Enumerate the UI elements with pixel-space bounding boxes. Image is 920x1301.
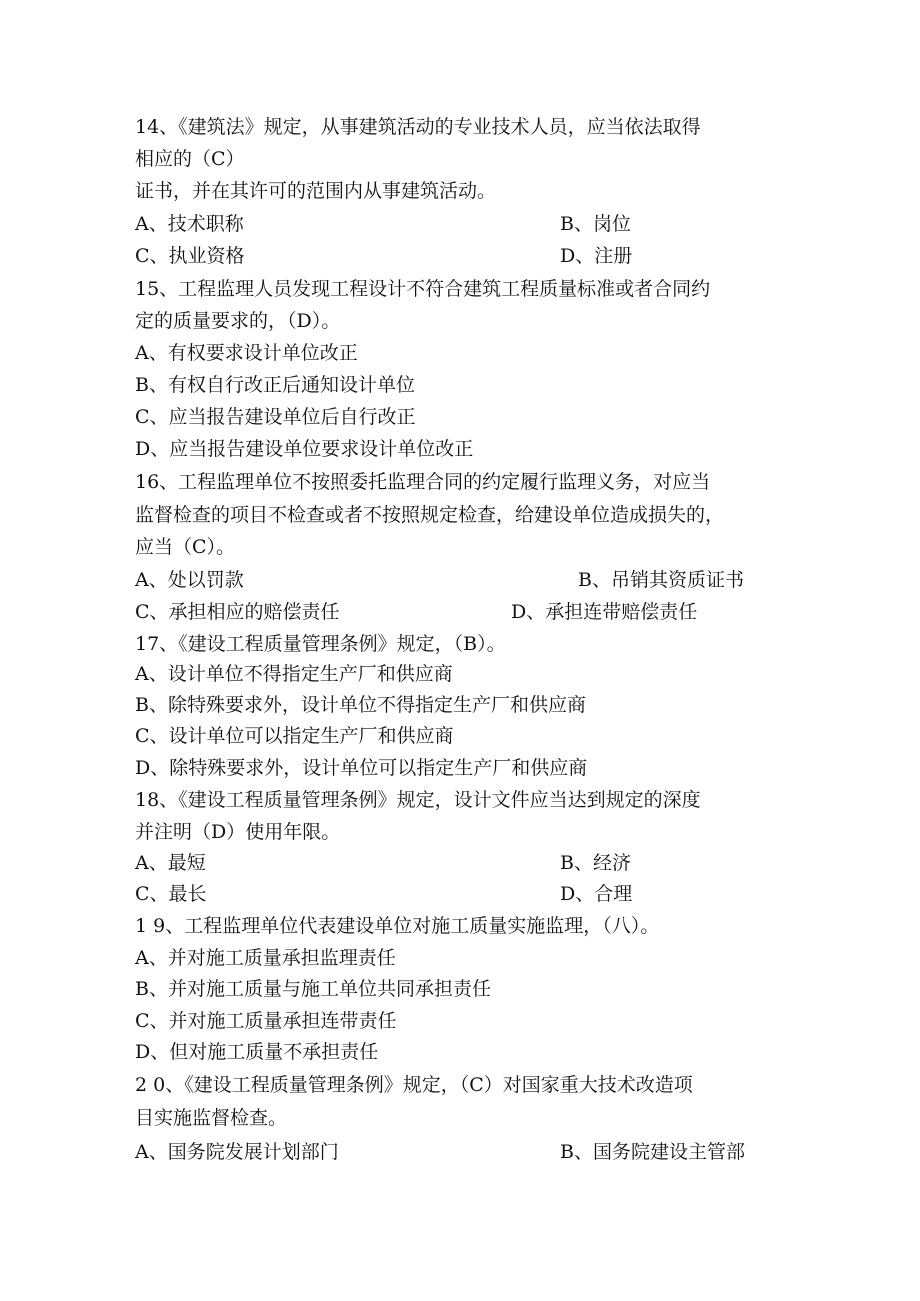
question-16-option-b: B、吊销其资质证书 [578, 569, 744, 591]
question-17-option-a: A、设计单位不得指定生产厂和供应商 [135, 663, 453, 685]
question-15-option-b: B、有权自行改正后通知设计单位 [135, 374, 415, 396]
question-16-option-d: D、承担连带赔偿责任 [511, 601, 698, 623]
question-14-option-a: A、技术职称 [135, 213, 244, 235]
question-19-option-c: C、并对施工质量承担连带责任 [135, 1010, 397, 1032]
question-16-option-a: A、处以罚款 [135, 569, 244, 591]
question-14-stem-line-3: 证书，并在其许可的范围内从事建筑活动。 [135, 180, 497, 202]
question-17-option-c: C、设计单位可以指定生产厂和供应商 [135, 725, 454, 747]
question-18-option-b: B、经济 [560, 852, 631, 874]
question-16-stem-line-2: 监督检查的项目不检查或者不按照规定检查，给建设单位造成损失的， [135, 504, 725, 526]
question-19-option-b: B、并对施工质量与施工单位共同承担责任 [135, 978, 491, 1000]
question-14-stem-line-2: 相应的（C） [135, 148, 245, 170]
question-18-option-a: A、最短 [135, 852, 206, 874]
question-15-option-d: D、应当报告建设单位要求设计单位改正 [135, 438, 474, 460]
question-16-stem-line-1: 16、工程监理单位不按照委托监理合同的约定履行监理义务，对应当 [135, 471, 711, 493]
question-18-stem-line-2: 并注明（D）使用年限。 [135, 821, 341, 843]
question-15-option-a: A、有权要求设计单位改正 [135, 342, 358, 364]
question-20-stem-line-2: 目实施监督检查。 [135, 1107, 288, 1129]
question-19-option-d: D、但对施工质量不承担责任 [135, 1041, 379, 1063]
question-14-option-d: D、注册 [560, 245, 633, 267]
question-17-option-b: B、除特殊要求外，设计单位不得指定生产厂和供应商 [135, 694, 586, 716]
question-14-option-b: B、岗位 [560, 213, 631, 235]
question-16-option-c: C、承担相应的赔偿责任 [135, 601, 340, 623]
question-20-option-a: A、国务院发展计划部门 [135, 1141, 339, 1163]
question-15-stem-line-2: 定的质量要求的，（D）。 [135, 310, 341, 332]
question-16-stem-line-3: 应当（C）。 [135, 536, 236, 558]
question-18-stem-line-1: 18、《建设工程质量管理条例》规定，设计文件应当达到规定的深度 [135, 789, 701, 811]
question-17-option-d: D、除特殊要求外，设计单位可以指定生产厂和供应商 [135, 757, 588, 779]
question-14-stem-line-1: 14、《建筑法》规定，从事建筑活动的专业技术人员，应当依法取得 [135, 116, 701, 138]
question-19-option-a: A、并对施工质量承担监理责任 [135, 947, 396, 969]
question-15-option-c: C、应当报告建设单位后自行改正 [135, 406, 416, 428]
question-20-option-b: B、国务院建设主管部 [560, 1141, 745, 1163]
question-15-stem-line-1: 15、工程监理人员发现工程设计不符合建筑工程质量标准或者合同约 [135, 278, 711, 300]
question-17-stem-line-1: 17、《建设工程质量管理条例》规定，（B）。 [135, 633, 506, 655]
question-19-stem-line-1: 1 9、工程监理单位代表建设单位对施工质量实施监理，（八）。 [135, 915, 660, 937]
question-20-stem-line-1: 2 0、《建设工程质量管理条例》规定，（C）对国家重大技术改造项 [135, 1074, 693, 1096]
question-18-option-d: D、合理 [560, 883, 633, 905]
question-14-option-c: C、执业资格 [135, 245, 245, 267]
question-18-option-c: C、最长 [135, 883, 207, 905]
